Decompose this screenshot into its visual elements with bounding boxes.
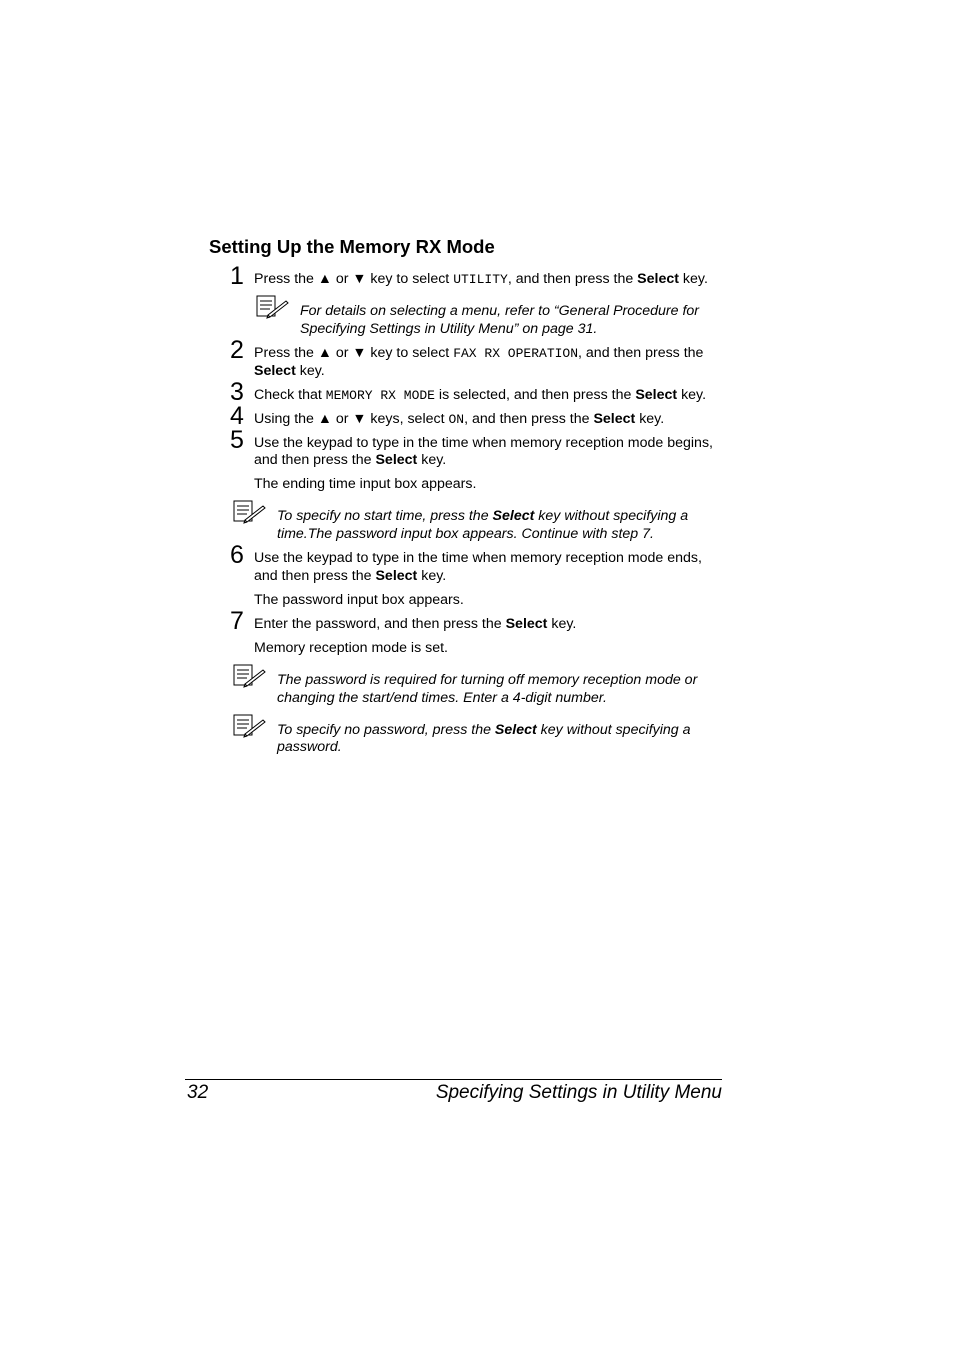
step-3-text: Check that MEMORY RX MODE is selected, and then press the Select key. [254, 387, 707, 403]
step-6-text: Use the keypad to type in the time when memory reception mode ends, [254, 550, 702, 566]
step-number-1: 1 [230, 262, 244, 290]
step-number-2: 2 [230, 336, 244, 364]
step-number-3: 3 [230, 378, 244, 406]
step-7-text: Enter the password, and then press the Select key. [254, 616, 577, 632]
note-1-line-2: Specifying Settings in Utility Menu” on page 31. [300, 321, 598, 337]
note-icon [233, 714, 267, 738]
menu-code: FAX RX OPERATION [453, 346, 579, 361]
step-4-text: Using the ▲ or ▼ keys, select ON, and then press the Select key. [254, 411, 665, 427]
chapter-title: Specifying Settings in Utility Menu [435, 1082, 722, 1103]
menu-code: ON [448, 412, 465, 427]
note-4-line-2: password. [277, 739, 342, 755]
note-4-line-1: To specify no password, press the Select key without specifying a [277, 722, 691, 738]
note-3-line-1: The password is required for turning off memory reception mode or [277, 672, 698, 688]
note-2-line-1: To specify no start time, press the Select key without specifying a [277, 508, 689, 524]
footer-rule [185, 1079, 722, 1080]
note-icon [233, 500, 267, 524]
step-2-text: Press the ▲ or ▼ key to select FAX RX OPERATION, and then press the [254, 345, 704, 361]
step-number-4: 4 [230, 402, 244, 430]
step-number-6: 6 [230, 541, 244, 569]
step-6-text-line-2: and then press the Select key. [254, 568, 447, 584]
page-number: 32 [187, 1082, 209, 1103]
menu-code: MEMORY RX MODE [325, 388, 435, 403]
note-2-line-2: time.The password input box appears. Continue with step 7. [277, 526, 654, 542]
step-5-text: Use the keypad to type in the time when memory reception mode begins, [254, 435, 713, 451]
note-icon [233, 664, 267, 688]
note-icon [256, 295, 290, 319]
step-6-result: The password input box appears. [254, 592, 464, 608]
note-1-line-1: For details on selecting a menu, refer to “General Procedure for [300, 303, 700, 319]
menu-code: UTILITY [453, 272, 508, 287]
step-2-text-line-2: Select key. [254, 363, 325, 379]
note-3-line-2: changing the start/end times. Enter a 4-digit number. [277, 690, 607, 706]
step-number-7: 7 [230, 607, 244, 635]
section-heading: Setting Up the Memory RX Mode [209, 236, 495, 257]
step-1-text: Press the ▲ or ▼ key to select UTILITY, and then press the Select key. [254, 271, 708, 287]
step-number-5: 5 [230, 426, 244, 454]
step-5-result: The ending time input box appears. [254, 476, 477, 492]
step-7-result: Memory reception mode is set. [254, 640, 448, 656]
step-5-text-line-2: and then press the Select key. [254, 452, 447, 468]
